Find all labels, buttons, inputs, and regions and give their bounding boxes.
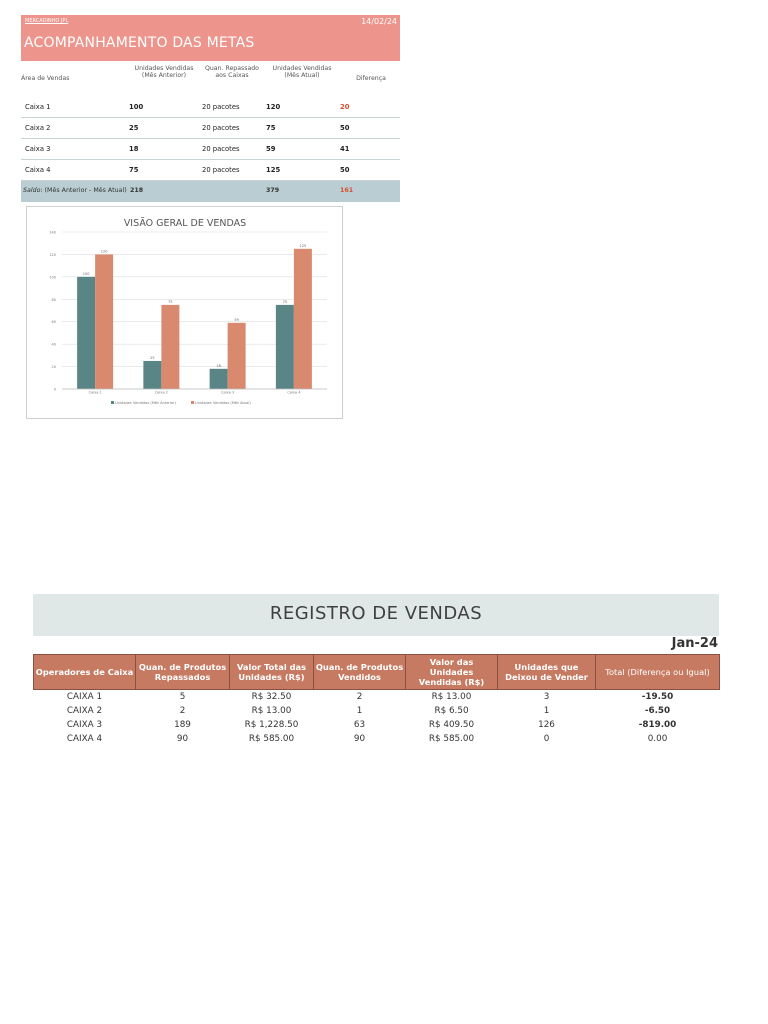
chart-svg [27,207,342,418]
cell-valor-vendidas: R$ 6.50 [434,706,469,716]
x-tick-label: Caixa 1 [88,390,102,395]
cell-total: 0.00 [647,734,668,744]
row-area: Caixa 1 [25,103,51,111]
cell-vendidos: 1 [356,706,363,716]
metas-row [21,139,400,160]
cell-vendidos: 90 [353,734,366,744]
data-label: 125 [299,243,307,248]
saldo-atual: 379 [266,187,280,194]
header-operadores: Operadores de Caixa [34,655,136,690]
row-pacotes: 20 pacotes [202,145,240,153]
header-valor-vendidas: Valor das Unidades Vendidas (R$) [406,655,498,690]
row-diferenca: 41 [340,145,350,153]
cell-valor-vendidas: R$ 13.00 [431,692,472,702]
cell-vendidos: 63 [353,720,366,730]
metas-header [21,15,400,61]
row-pacotes: 20 pacotes [202,103,240,111]
registro-header-row [34,655,720,690]
col-prev: Unidades Vendidas (Mês Anterior) [134,65,194,79]
y-tick-label: 140 [49,230,56,235]
cell-repassados: 90 [176,734,189,744]
y-tick-label: 40 [51,342,56,347]
cell-repassados: 5 [179,692,186,702]
row-area: Caixa 3 [25,145,51,153]
cell-total: -6.50 [644,706,671,716]
row-area: Caixa 2 [25,124,51,132]
saldo-label-rest: : (Mês Anterior - Mês Atual) [40,187,127,194]
table-row [34,732,720,746]
metas-table [21,15,400,202]
row-prev: 18 [129,145,139,153]
metas-row [21,97,400,118]
row-atual: 75 [266,124,276,132]
cell-valor-total: R$ 13.00 [251,706,292,716]
data-label: 120 [100,249,108,254]
sales-overview-chart [26,206,343,419]
col-pacotes: Quan. Repassado aos Caixas [205,65,259,79]
x-tick-label: Caixa 4 [287,390,301,395]
y-tick-label: 120 [49,252,56,257]
cell-vendidos: 2 [356,692,363,702]
col-area: Área de Vendas [21,75,70,82]
y-tick-label: 20 [51,365,56,370]
cell-total: -819.00 [638,720,677,730]
legend-swatch [111,401,114,404]
registro-table [33,654,720,746]
cell-operador: CAIXA 1 [66,692,103,702]
header-deixou: Unidades que Deixou de Vender [498,655,596,690]
row-prev: 75 [129,166,139,174]
report-date: 14/02/24 [361,17,397,26]
cell-deixou: 0 [543,734,550,744]
bar [161,305,179,389]
metas-row [21,118,400,139]
cell-repassados: 2 [179,706,186,716]
bar [294,249,312,389]
bar [276,305,294,389]
bar [210,369,228,389]
metas-title: ACOMPANHAMENTO DAS METAS [24,35,255,51]
row-pacotes: 20 pacotes [202,124,240,132]
legend-label: Unidades Vendidas (Mês Atual) [195,401,251,405]
cell-total: -19.50 [641,692,674,702]
cell-deixou: 126 [538,720,555,730]
cell-valor-vendidas: R$ 409.50 [428,720,475,730]
header-total: Total (Diferença ou Igual) [596,655,720,690]
row-atual: 59 [266,145,276,153]
x-tick-label: Caixa 3 [221,390,235,395]
bar [95,254,113,389]
col-diferenca: Diferença [356,75,386,82]
brand-link[interactable]: MERCADINHO JPL [25,18,69,24]
data-label: 18 [216,363,221,368]
saldo-prev: 218 [130,187,144,194]
header-repassados: Quan. de Produtos Repassados [136,655,230,690]
cell-valor-total: R$ 32.50 [251,692,292,702]
legend-swatch [191,401,194,404]
data-label: 75 [282,299,288,304]
data-label: 59 [234,317,239,322]
metas-column-headers [21,61,400,97]
row-diferenca: 50 [340,166,350,174]
col-atual: Unidades Vendidas (Mês Atual) [272,65,332,79]
cell-operador: CAIXA 4 [66,734,103,744]
row-area: Caixa 4 [25,166,51,174]
row-diferenca: 50 [340,124,350,132]
header-vendidos: Quan. de Produtos Vendidos [314,655,406,690]
row-atual: 125 [266,166,281,174]
cell-valor-vendidas: R$ 585.00 [428,734,475,744]
legend-label: Unidades Vendidas (Mês Anterior) [115,401,176,405]
x-tick-label: Caixa 2 [154,390,168,395]
metas-row [21,160,400,181]
y-tick-label: 100 [49,275,56,280]
row-prev: 100 [129,103,144,111]
metas-saldo-row [21,181,400,202]
registro-title: REGISTRO DE VENDAS [33,594,719,636]
bar [77,277,95,389]
saldo-diferenca: 161 [340,187,354,194]
data-label: 100 [82,271,90,276]
saldo-label-bold: Saldo [23,187,41,194]
table-row [34,718,720,732]
row-prev: 25 [129,124,139,132]
saldo-label [23,187,127,194]
cell-deixou: 1 [543,706,550,716]
row-pacotes: 20 pacotes [202,166,240,174]
y-tick-label: 80 [51,297,56,302]
registro-month: Jan-24 [671,636,718,651]
cell-deixou: 3 [543,692,550,702]
chart-title: VISÃO GERAL DE VENDAS [123,218,247,229]
cell-valor-total: R$ 1,228.50 [244,720,299,730]
table-row [34,690,720,705]
cell-repassados: 189 [174,720,191,730]
y-tick-label: 0 [53,387,56,392]
header-valor-total: Valor Total das Unidades (R$) [230,655,314,690]
cell-valor-total: R$ 585.00 [248,734,295,744]
bar [143,361,161,389]
row-diferenca: 20 [340,103,350,111]
cell-operador: CAIXA 3 [66,720,103,730]
bar [228,323,246,389]
cell-operador: CAIXA 2 [66,706,103,716]
data-label: 25 [150,355,155,360]
table-row [34,704,720,718]
data-label: 75 [168,299,173,304]
row-atual: 120 [266,103,281,111]
y-tick-label: 60 [51,320,56,325]
